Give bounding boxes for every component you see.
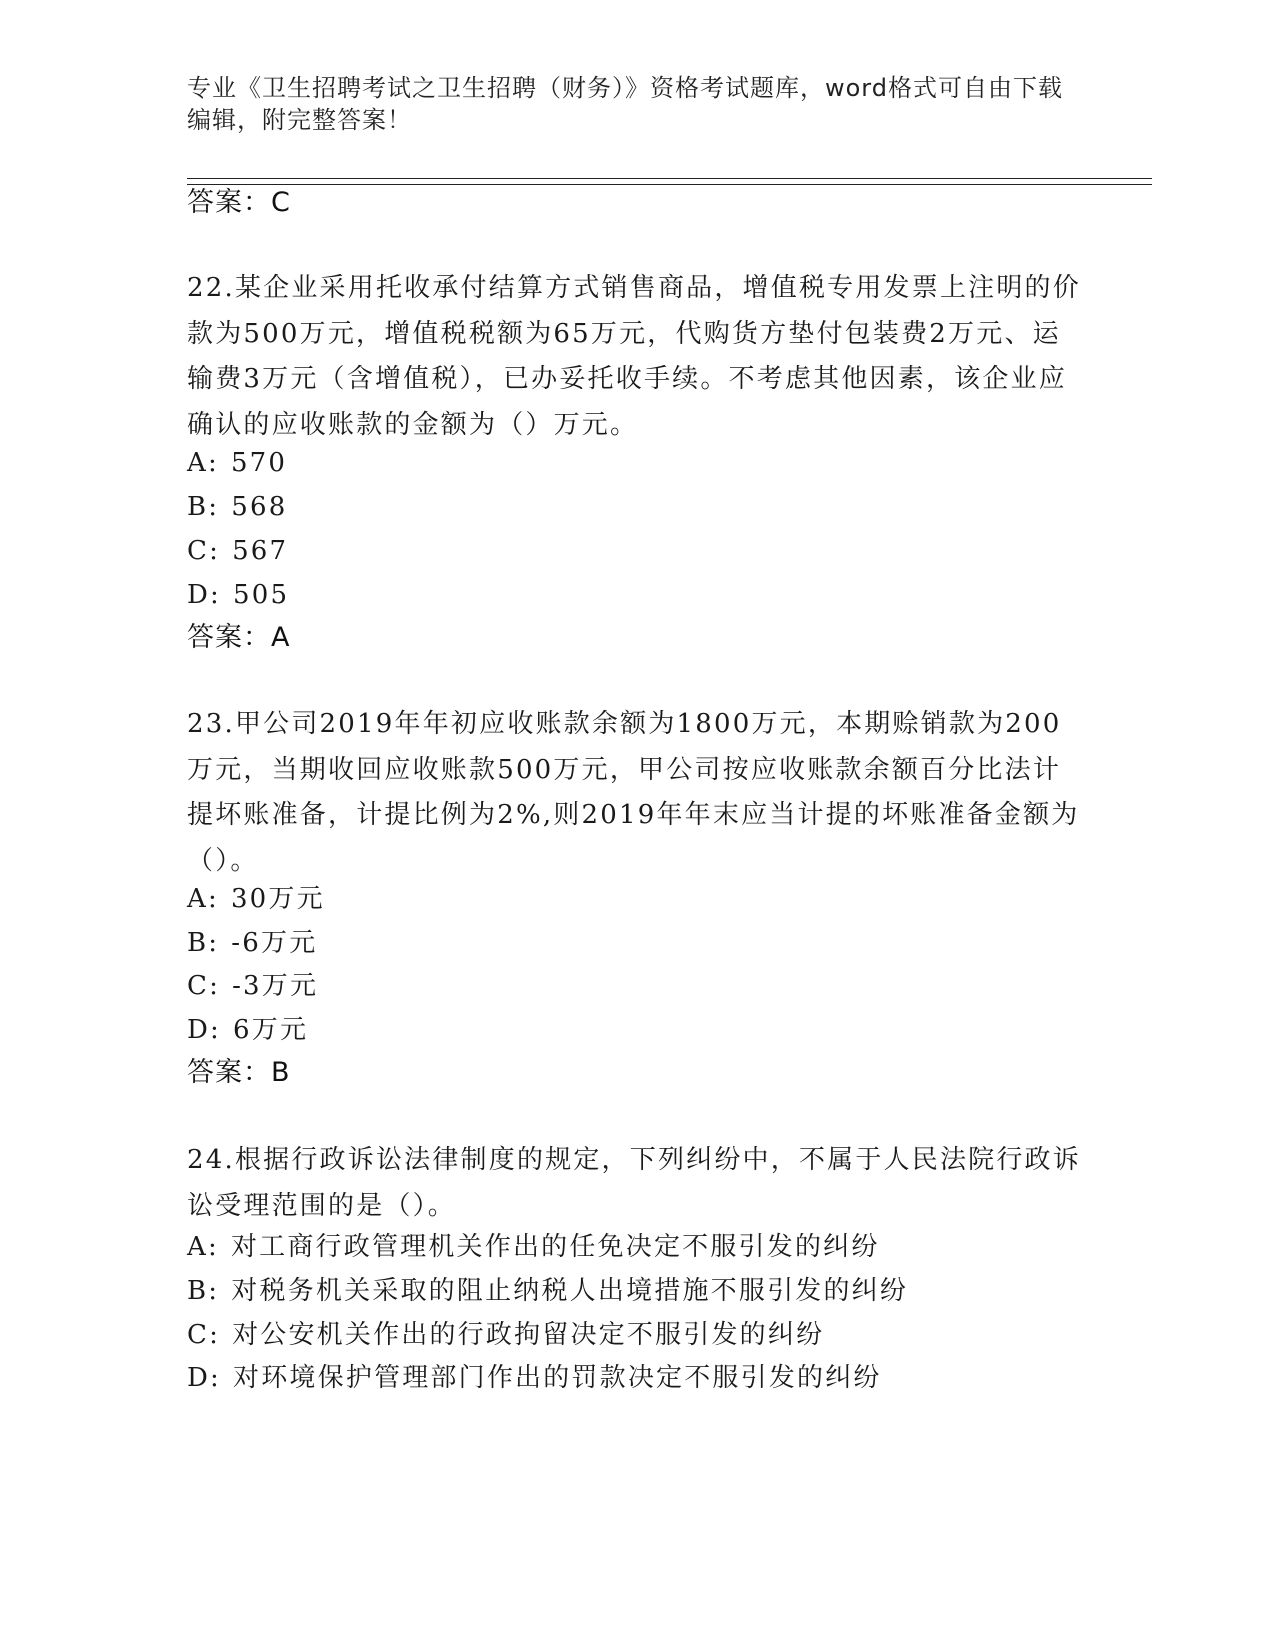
option-text: 567 (232, 536, 289, 566)
question-22: 22.某企业采用托收承付结算方式销售商品，增值税专用发票上注明的价款为500万元，增值税税额为65万元，代购货方垫付包装费2万元、运输费3万元（含增值税），已办妥托收手续。不考虑其他因素，该企业应确认的应收账款的金额为（）万元。 (187, 273, 1081, 440)
answer-23: 答案：B (187, 1057, 291, 1088)
option-key: A: (187, 884, 219, 914)
document-header: 专业《卫生招聘考试之卫生招聘（财务）》资格考试题库，word格式可自由下载编辑，附完整答案！ (187, 74, 1063, 134)
option-text: 对公安机关作出的行政拘留决定不服引发的纠纷 (232, 1320, 825, 1350)
option-text: 570 (230, 448, 288, 478)
option-text: 对环境保护管理部门作出的罚款决定不服引发的纠纷 (233, 1363, 882, 1393)
option-text: 30万元 (230, 884, 325, 914)
header-divider-top (187, 178, 1152, 179)
option-key: D: (187, 580, 222, 610)
option-text: -3万元 (232, 971, 319, 1001)
question-24-option-c (187, 1313, 1087, 1359)
question-23-option-a (187, 877, 1087, 923)
option-text: 568 (231, 492, 288, 522)
question-22-option-a (187, 441, 1087, 487)
option-key: B: (187, 492, 220, 522)
option-text: 对工商行政管理机关作出的任免决定不服引发的纠纷 (230, 1232, 880, 1262)
answer-22: 答案：A (187, 622, 291, 653)
question-22-option-b (187, 485, 1087, 531)
question-22-option-d (187, 573, 1087, 619)
question-24: 24.根据行政诉讼法律制度的规定，下列纠纷中，不属于人民法院行政诉讼受理范围的是（）。 (187, 1145, 1081, 1221)
question-22-option-c (187, 529, 1087, 575)
question-23: 23.甲公司2019年年初应收账款余额为1800万元，本期赊销款为200万元，当期收回应收账款500万元，甲公司按应收账款余额百分比法计提坏账准备，计提比例为2%,则2019年年末应当计提的坏账准备金额为（）。 (187, 709, 1080, 876)
option-key: C: (187, 971, 221, 1001)
question-24-option-b (187, 1269, 1087, 1315)
option-key: D: (187, 1015, 222, 1045)
option-key: A: (187, 1232, 219, 1262)
option-text: 对税务机关采取的阻止纳税人出境措施不服引发的纠纷 (231, 1276, 909, 1306)
question-24-option-d (187, 1356, 1087, 1402)
option-key: C: (187, 536, 221, 566)
question-23-option-d (187, 1008, 1087, 1054)
option-key: B: (187, 1276, 220, 1306)
option-text: 505 (233, 580, 290, 610)
option-key: C: (187, 1320, 221, 1350)
question-23-option-b (187, 921, 1087, 967)
option-key: B: (187, 928, 220, 958)
answer-21: 答案：C (187, 187, 291, 218)
question-23-option-c (187, 964, 1087, 1010)
question-24-option-a (187, 1225, 1087, 1271)
option-key: A: (187, 448, 219, 478)
option-text: 6万元 (233, 1015, 309, 1045)
option-key: D: (187, 1363, 222, 1393)
option-text: -6万元 (231, 928, 318, 958)
